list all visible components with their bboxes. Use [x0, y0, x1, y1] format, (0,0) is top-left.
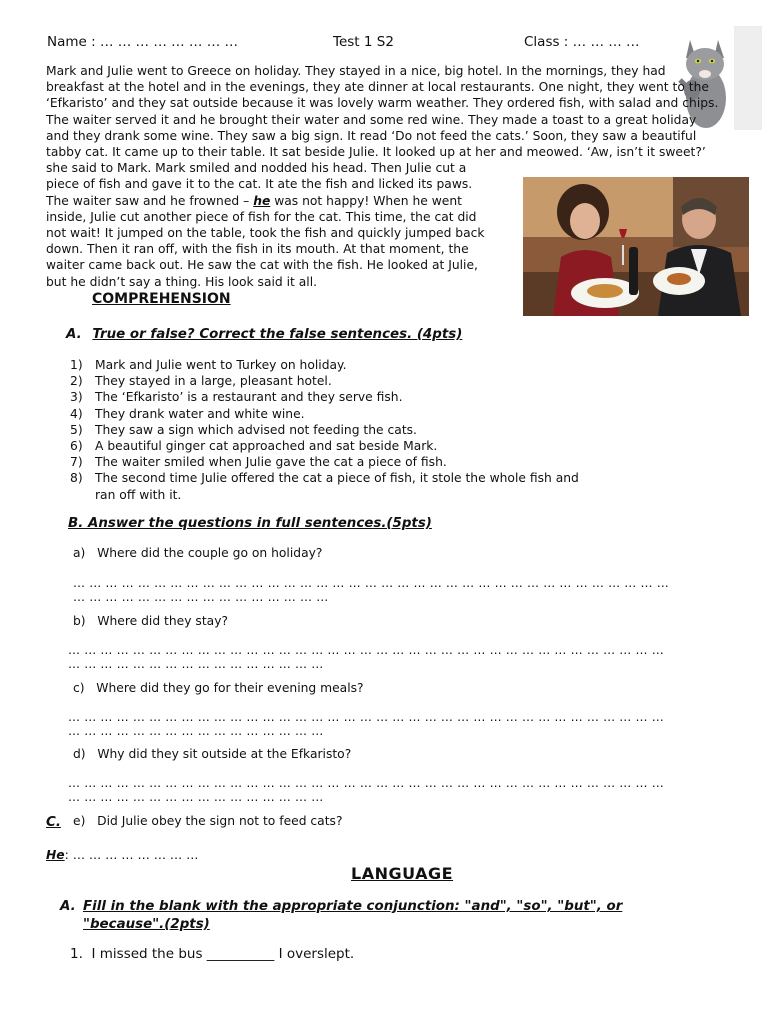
class-field-label: Class : … … … … — [524, 34, 640, 50]
language-section-a-instruction: Fill in the blank with the appropriate conjunction: "and", "so", "but", or "because".(2pts) — [83, 899, 623, 932]
question-b: b) Where did they stay? — [73, 614, 228, 628]
section-a-letter: A. — [66, 327, 82, 342]
underlined-word-he: he — [253, 193, 271, 208]
section-c-letter: C. — [46, 815, 61, 830]
page-edge-bar — [734, 26, 762, 130]
passage-text-part2: was not happy! When he went inside, Julie cut another piece of fish for the cat. This time, the cat did not wait! It jumped on the table, took the fish and quickly jumped back down. Then it ran off, with the fish in its mouth. At that moment, the waiter came back out. He saw the cat with the fish. He looked at Julie, but he didn’t say a thing. His look said it all. — [46, 193, 485, 289]
he-answer-row — [46, 848, 198, 862]
true-false-list — [70, 357, 610, 503]
list-item: 5) They saw a sign which advised not feeding the cats. — [70, 422, 417, 437]
he-label: He — [46, 848, 65, 862]
comprehension-heading: COMPREHENSION — [92, 291, 231, 307]
test-title: Test 1 S2 — [333, 34, 394, 50]
list-item: 1) Mark and Julie went to Turkey on holiday. — [70, 358, 347, 372]
fill-blank-sentence[interactable]: I missed the bus __________ I overslept. — [91, 946, 355, 962]
passage-text-part1: Mark and Julie went to Greece on holiday. They stayed in a nice, big hotel. In the mornings, they had breakfast at the hotel and in the evenings, they ate dinner at local restaurants. One night, they went to the ‘Efkaristo’ and they sat outside because it was lovely warm weather. They ordered fish, with salad and chips. The waiter served it and he brought their water and some red wine. They made a toast to a great holiday and they drank some wine. They saw a big sign. It read ‘Do not feed the cats.’ Soon, they saw a beautiful tabby cat. It came up to their table. It sat beside Julie. It looked up at her and meowed. ‘Aw, isn’t it sweet?’ she said to Mark. Mark smiled and nodded his head. Then Julie cut a piece of fish and gave it to the cat. It ate the fish and licked its paws. The waiter saw and he frowned – — [46, 64, 719, 208]
answer-line-c[interactable]: … … … … … … … … … … … … … … … … … … … … … … … … … … … … … … … … … … … … … … … … … … … … … … … … … … … … … — [68, 710, 664, 738]
list-item: 8) The second time Julie offered the cat a piece of fish, it stole the whole fish and ran off with it. — [70, 471, 579, 502]
section-a-instruction: True or false? Correct the false sentences. (4pts) — [92, 327, 463, 342]
language-section-a-letter: A. — [60, 899, 76, 914]
language-heading: LANGUAGE — [351, 864, 454, 883]
section-b-title: B. Answer the questions in full sentences.(5pts) — [68, 516, 432, 531]
name-field-label: Name : … … … … … … … … — [47, 34, 238, 50]
section-a-title — [66, 327, 462, 342]
language-section-a-title — [60, 898, 700, 934]
worksheet-header — [47, 34, 747, 52]
question-d: d) Why did they sit outside at the Efkaristo? — [73, 747, 352, 761]
list-item: 7) The waiter smiled when Julie gave the cat a piece of fish. — [70, 455, 447, 470]
list-item: 2) They stayed in a large, pleasant hotel. — [70, 374, 332, 389]
fill-blank-item-1: 1. I missed the bus __________ I overslept. — [70, 946, 355, 962]
he-answer-dots[interactable]: : … … … … … … … … — [64, 848, 199, 862]
question-a: a) Where did the couple go on holiday? — [73, 546, 323, 560]
answer-line-b[interactable]: … … … … … … … … … … … … … … … … … … … … … … … … … … … … … … … … … … … … … … … … … … … … … … … … … … … … … — [68, 643, 664, 671]
answer-line-a[interactable]: … … … … … … … … … … … … … … … … … … … … … … … … … … … … … … … … … … … … … … … … … … … … … … … … … … … … … — [73, 576, 669, 604]
question-c: c) Where did they go for their evening meals? — [73, 681, 364, 695]
restaurant-couple-photo — [523, 177, 749, 316]
answer-line-d[interactable]: … … … … … … … … … … … … … … … … … … … … … … … … … … … … … … … … … … … … … … … … … … … … … … … … … … … … … — [68, 776, 664, 804]
list-item: 6) A beautiful ginger cat approached and sat beside Mark. — [70, 439, 438, 454]
list-item: 3) The ‘Efkaristo’ is a restaurant and they serve fish. — [70, 390, 403, 405]
list-item: 4) They drank water and white wine. — [70, 406, 305, 421]
question-e: e) Did Julie obey the sign not to feed cats? — [73, 814, 343, 828]
